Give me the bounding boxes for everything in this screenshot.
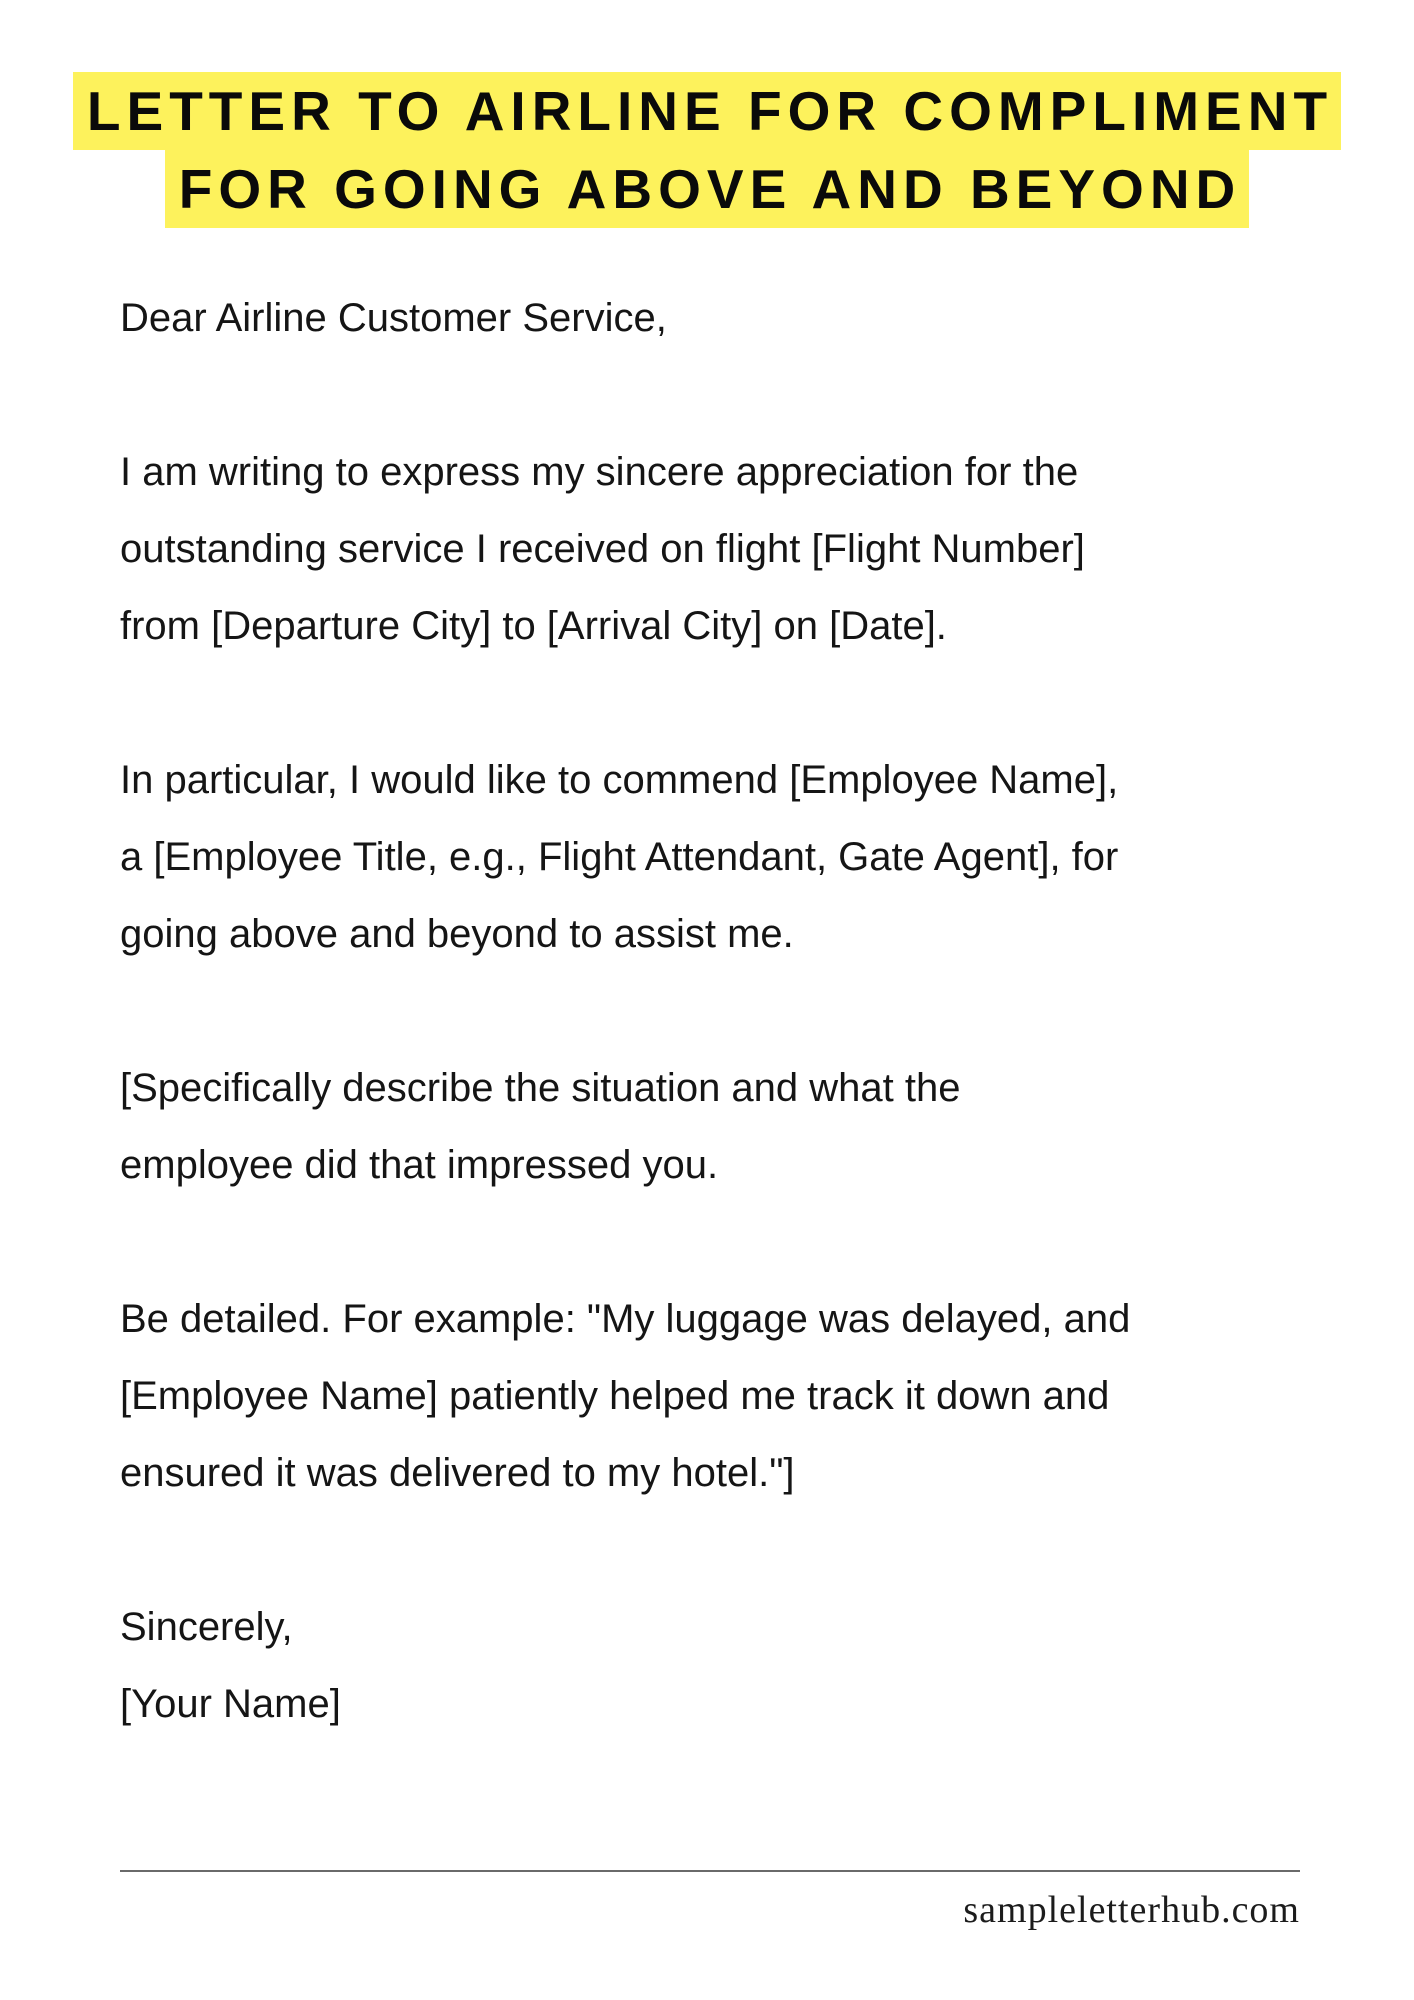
closing: Sincerely, [120,1605,293,1649]
paragraph-commend [120,742,1350,973]
letter-title [0,72,1414,228]
paragraph-line: going above and beyond to assist me. [120,912,794,956]
title-line-2: FOR GOING ABOVE AND BEYOND [165,150,1250,228]
paragraph-line: Be detailed. For example: "My luggage was delayed, and [120,1297,1131,1341]
website-footer: sampleletterhub.com [963,1889,1300,1931]
title-line-1: LETTER TO AIRLINE FOR COMPLIMENT [73,72,1341,150]
letter-body [120,280,1350,1743]
paragraph-line: employee did that impressed you. [120,1143,719,1187]
footer-divider [120,1870,1300,1872]
paragraph-line: outstanding service I received on flight [Flight Number] [120,527,1085,571]
paragraph-line: a [Employee Title, e.g., Flight Attendant, Gate Agent], for [120,835,1119,879]
paragraph-situation [120,1050,1350,1204]
paragraph-appreciation [120,434,1350,665]
paragraph-line: [Employee Name] patiently helped me track it down and [120,1374,1110,1418]
paragraph-line: [Specifically describe the situation and what the [120,1066,961,1110]
paragraph-line: ensured it was delivered to my hotel."] [120,1451,795,1495]
salutation: Dear Airline Customer Service, [120,296,667,340]
closing-block [120,1589,1350,1743]
paragraph-line: In particular, I would like to commend [Employee Name], [120,758,1119,802]
signature-placeholder: [Your Name] [120,1682,341,1726]
paragraph-line: from [Departure City] to [Arrival City] on [Date]. [120,604,947,648]
paragraph-example [120,1281,1350,1512]
paragraph-line: I am writing to express my sincere appreciation for the [120,450,1079,494]
